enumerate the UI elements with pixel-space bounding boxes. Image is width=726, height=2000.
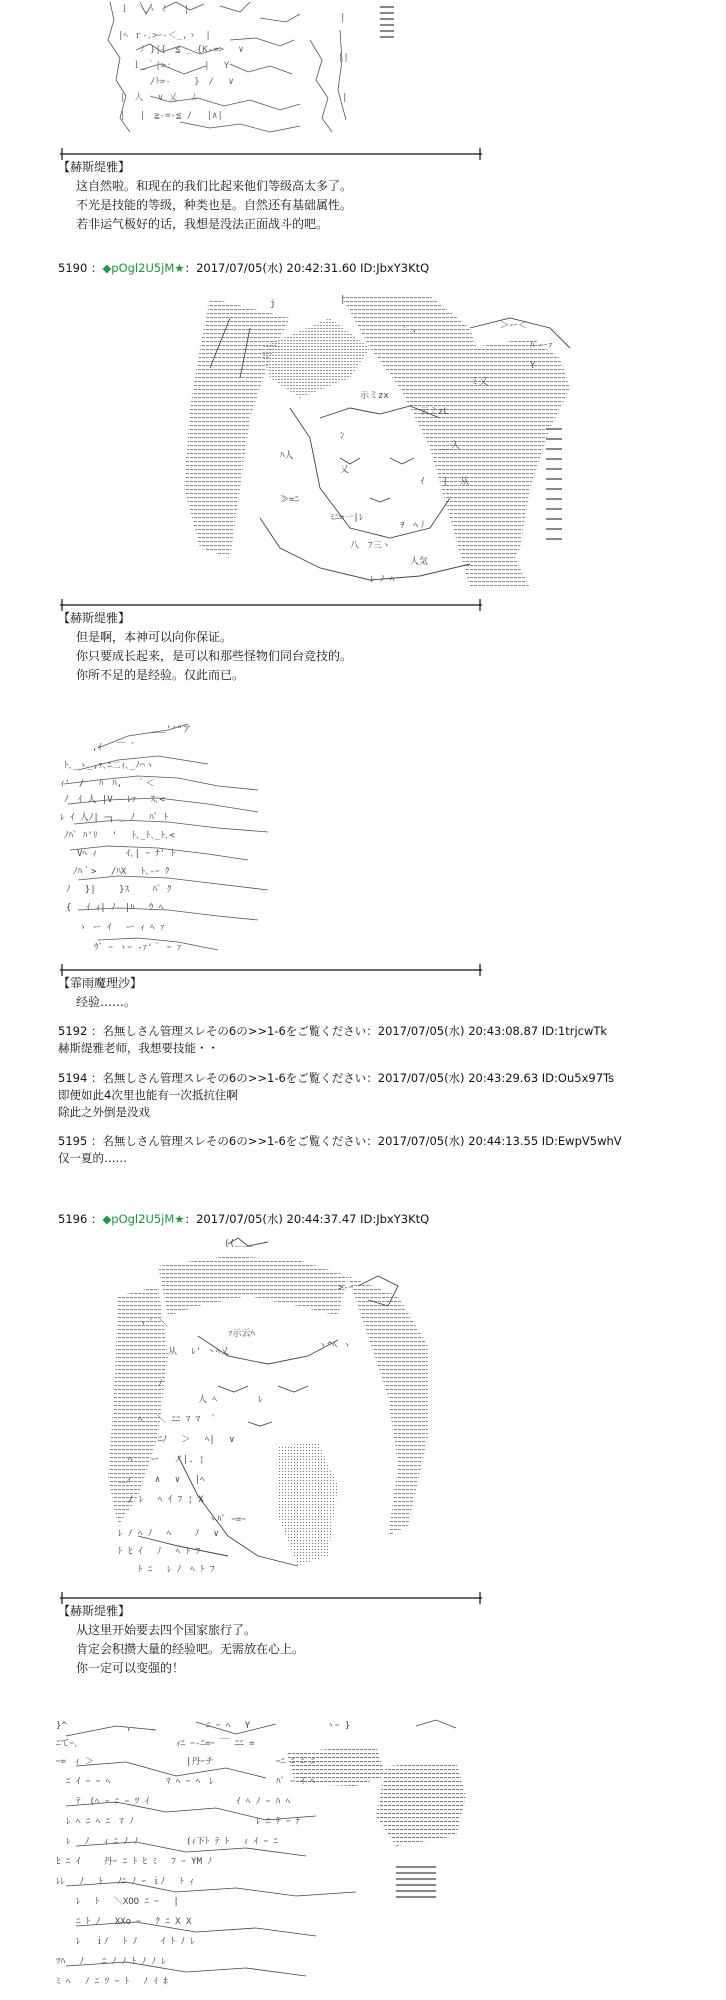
svg-text:ﾍ ＼ ﾆﾆ ﾏ ﾏ ﾟ: ﾍ ＼ ﾆﾆ ﾏ ﾏ ﾟ <box>138 1415 216 1425</box>
speaker-label: 【赫斯缇雅】 <box>58 160 131 174</box>
svg-text:|ﾍ ｒ-､>ｰ-＜_,ゝ |: |ﾍ ｒ-､>ｰ-＜_,ゝ | <box>118 31 211 41</box>
post-header: 5194 ：名無しさん管理スレその6の>>1-6をご覧ください：2017/07/05(水) 20:43:29.63 ID:Ou5x97Ts <box>58 1071 615 1085</box>
svg-text:ﾆ ｲ ｰ ｰ ﾍ: ﾆ ｲ ｰ ｰ ﾍ <box>66 1777 111 1787</box>
svg-text:ｨ' / ﾊ ﾊ, ｀＜: ｨ' / ﾊ ﾊ, ｀＜ <box>60 779 155 789</box>
dialogue-line: 但是啊，本神可以向你保证。 <box>76 630 233 644</box>
svg-text:>-ｰ: >-ｰ <box>338 1283 354 1293</box>
svg-text:,- ､: ,- ､ <box>126 1723 156 1733</box>
svg-text:ｌ_｀|>: | Y: ｌ_｀|>: | Y <box>132 61 230 71</box>
svg-text:ヽﾊﾞ ｰ=ｰ: ヽﾊﾞ ｰ=ｰ <box>208 1515 246 1525</box>
svg-text:ｰ= ｨ ＞: ｰ= ｨ ＞ <box>56 1757 94 1767</box>
svg-text:ﾚ ｉﾉ ﾄ ﾉ ｲ ﾄ ﾉ ﾚ: ﾚ ｉﾉ ﾄ ﾉ ｲ ﾄ ﾉ ﾚ <box>76 1937 195 1947</box>
svg-text:ｌ ＼ゝ ｲ |: ｌ ＼ゝ ｲ | <box>120 5 190 15</box>
svg-text:ｦ ﾍ丿: ｦ ﾍ丿 <box>400 521 428 531</box>
svg-text:ﾚﾚ ﾉ ﾄ ﾉﾆ ﾉ ｰ ｉﾉ ﾄ ｨ: ﾚﾚ ﾉ ﾄ ﾉﾆ ﾉ ｰ ｉﾉ ﾄ ｨ <box>56 1877 194 1887</box>
svg-text:}^: }^ <box>56 1721 67 1731</box>
svg-text:ミ乂: ミ乂 <box>470 377 489 387</box>
svg-text:/ ﾚ ﾍ ｲ ﾌ ¦ X: / ﾚ ﾍ ｲ ﾌ ¦ X <box>128 1495 204 1505</box>
svg-text:ヽ^ﾍ ヽ: ヽ^ﾍ ヽ <box>318 1341 352 1351</box>
svg-text:ﾉ }|{ ≦ _ {K-=> ∨: ﾉ }|{ ≦ _ {K-=> ∨ <box>140 45 244 55</box>
svg-text:ﾃ (ﾍ ｰ ﾆ ｰ ﾂ ｲ: ﾃ (ﾍ ｰ ﾆ ｰ ﾂ ｲ <box>76 1797 150 1807</box>
star-icon: ★ <box>174 261 185 275</box>
ascii-art-marisa <box>58 720 318 965</box>
svg-text:|: | <box>342 93 348 103</box>
svg-text:ヽ ﾟ ＼: ヽ ﾟ ＼ <box>138 1319 169 1329</box>
dialogue-hestia-2 <box>58 609 352 685</box>
dialogue-line: 你一定可以变强的！ <box>76 1661 185 1675</box>
svg-text:＞ー＜: ＞ー＜ <box>500 321 528 331</box>
svg-text:ﾚ ｲ 人ﾉ| ｰ┐ _ ﾉ ﾊﾟ ﾄ: ﾚ ｲ 人ﾉ| ｰ┐ _ ﾉ ﾊﾟ ﾄ <box>60 813 169 823</box>
dialogue-hestia-4 <box>58 1602 304 1678</box>
dialogue-line: 你所不足的是经验。仅此而已。 <box>76 668 245 682</box>
svg-text:ﾚ ﾍ ﾆ ﾍ ﾆ ﾏ ﾉ: ﾚ ﾍ ﾆ ﾍ ﾆ ﾏ ﾉ <box>66 1817 134 1827</box>
dialogue-line: 你只要成长起来，是可以和那些怪物们同台竞技的。 <box>76 649 353 663</box>
svg-text:ﾉﾊ｀> /ﾊX ﾄ､-ｰ ｸ: ﾉﾊ｀> /ﾊX ﾄ､-ｰ ｸ <box>64 867 170 877</box>
svg-text:ﾊﾞーｧ: ﾊﾞーｧ <box>530 341 553 351</box>
svg-text:ﾏ ﾍ ｰ ﾍ ﾚ: ﾏ ﾍ ｰ ﾍ ﾚ <box>166 1777 214 1787</box>
svg-text:| | ≧-=-≦ / |∧|: | | ≧-=-≦ / |∧| <box>120 111 223 121</box>
post-meta: ：2017/07/05(水) 20:42:31.60 ID:JbxY3KtQ <box>184 261 430 275</box>
post-5196 <box>58 1211 429 1228</box>
post-5192 <box>58 1023 607 1057</box>
dialogue-line: 这自然啦。和现在的我们比起来他们等级高太多了。 <box>76 179 353 193</box>
svg-text:人 ﾍ ﾚ: 人 ﾍ ﾚ <box>198 1395 263 1405</box>
svg-text:ﾐ ﾍ ﾉ ﾆ ﾂ ｰ ﾄ ﾉ ｲ ﾎ: ﾐ ﾍ ﾉ ﾆ ﾂ ｰ ﾄ ﾉ ｲ ﾎ <box>56 1977 168 1987</box>
speaker-label: 【赫斯缇雅】 <box>58 1604 131 1618</box>
svg-text:ｲ |: ｲ | <box>420 477 448 487</box>
post-sep: ： <box>87 1212 103 1226</box>
svg-text:ﾉﾊﾟ ﾊ'ﾘ ' ﾄ､_ﾄ､_ﾄ､<: ﾉﾊﾟ ﾊ'ﾘ ' ﾄ､_ﾄ､_ﾄ､< <box>64 831 175 841</box>
post-5190 <box>58 260 429 277</box>
svg-text:(ｨ下ﾄ ﾃ ﾄ ｨ ｲ ｰ ﾆ: (ｨ下ﾄ ﾃ ﾄ ｨ ｲ ｰ ﾆ <box>186 1837 278 1847</box>
svg-text:ｨﾆ ｰ-ﾆ=ｰ ￣ ﾆﾆ =: ｨﾆ ｰ-ﾆ=ｰ ￣ ﾆﾆ = <box>176 1739 255 1749</box>
svg-text:ﾋ ﾆ ｲ 丹ｰ ﾆ ﾄ ﾋ ﾐ ﾌ ｰ YM ﾉ: ﾋ ﾆ ｲ 丹ｰ ﾆ ﾄ ﾋ ﾐ ﾌ ｰ YM ﾉ <box>56 1857 212 1867</box>
post-number[interactable]: 5190 <box>58 261 88 275</box>
svg-text:从 ﾚ' ヽﾍ乂: 从 ﾚ' ヽﾍ乂 <box>168 1347 230 1357</box>
svg-text:Vﾍ ｨ ｲ､| ｰ ﾅ' ﾄ: Vﾍ ｨ ｲ､| ｰ ﾅ' ﾄ <box>68 849 176 859</box>
svg-text:__入: __入 <box>440 441 460 451</box>
svg-text:ﾚ ﾉ ﾍ: ﾚ ﾉ ﾍ <box>370 575 395 585</box>
svg-text:ﾆﾉ ＞ ﾍ| ∨: ﾆﾉ ＞ ﾍ| ∨ <box>158 1435 235 1445</box>
ascii-art-bottom <box>56 1716 476 2000</box>
svg-text:人気: 人気 <box>410 557 429 567</box>
svg-text:ゝ ー ｲ ー ｨ ﾍ ｧ: ゝ ー ｲ ー ｨ ﾍ ｧ <box>78 923 165 933</box>
post-body-line: 除此之外倒是没戏 <box>58 1105 150 1119</box>
svg-text:,ｲ ￣ ゛: ,ｲ ￣ ゛ <box>92 743 140 753</box>
ascii-art-hestia-2 <box>170 288 580 598</box>
svg-text:ﾚ ﾉ ｨ ﾆ ﾉ ﾉ: ﾚ ﾉ ｨ ﾆ ﾉ ﾉ <box>66 1837 139 1847</box>
post-header: 5195 ：名無しさん管理スレその6の>>1-6をご覧ください：2017/07/05(水) 20:44:13.55 ID:EwpV5whV <box>58 1134 622 1148</box>
svg-text:ﾄ､_ゝ_,ｧ､ﾆ二ｨ､_ﾉ⌒ヽ: ﾄ､_ゝ_,ｧ､ﾆ二ｨ､_ﾉ⌒ヽ <box>64 761 155 771</box>
svg-text:ﾐﾆ=一|ﾚ: ﾐﾆ=一|ﾚ <box>330 513 364 523</box>
svg-text:| 人 ∨ 乂 ﾑ: | 人 ∨ 乂 ﾑ <box>120 93 197 103</box>
dialogue-line: 若非运气极好的话，我想是没法正面战斗的吧。 <box>76 217 329 231</box>
dialogue-marisa <box>58 974 142 1012</box>
dialogue-line: 不光是技能的等级，种类也是。自然还有基础属性。 <box>76 198 353 212</box>
svg-text:ﾊ人: ﾊ人 <box>280 451 294 461</box>
svg-text:|: | <box>340 13 346 23</box>
svg-text:云ミzL: 云ミzL <box>420 407 449 417</box>
ascii-art-hestia-3 <box>98 1236 438 1590</box>
svg-text:Y: Y <box>530 361 536 371</box>
author-trip: ◆pOgl2U5jM <box>102 261 175 275</box>
post-body-line: 赫斯缇雅老师，我想要技能・・ <box>58 1041 219 1055</box>
post-sep: ： <box>87 261 103 275</box>
author-trip: ◆pOgl2U5jM <box>102 1212 175 1226</box>
svg-text:ﾆてｰ､: ﾆてｰ､ <box>56 1739 79 1749</box>
svg-text:ﾚ ﾄ ＼XOO ﾆ ｰ |: ﾚ ﾄ ＼XOO ﾆ ｰ | <box>76 1897 179 1907</box>
dialogue-hestia-1 <box>58 158 352 234</box>
ascii-art-hestia-top <box>80 0 410 148</box>
svg-text:ﾉ }| }ｽ ﾊﾟ ｸ: ﾉ }| }ｽ ﾊﾟ ｸ <box>66 885 172 895</box>
svg-text:ﾉ ｲ 人 |V ﾚｧ ｽ､<: ﾉ ｲ 人 |V ﾚｧ ｽ､< <box>64 795 165 805</box>
svg-text:((＿＿: ((＿＿ <box>224 1239 253 1249</box>
svg-text:ｳﾞ ｰ ゝｰ -ｧ'｀ ｰ ｧ: ｳﾞ ｰ ゝｰ -ｧ'｀ ｰ ｧ <box>94 943 182 953</box>
post-body-line: 仅一夏的…… <box>58 1151 127 1165</box>
svg-text:||: || <box>338 53 349 63</box>
svg-text:ﾄ ﾋ ｲ ﾉ ﾍ ﾄ ﾌ: ﾄ ﾋ ｲ ﾉ ﾍ ﾄ ﾌ <box>118 1547 201 1557</box>
speaker-label: 【赫斯缇雅】 <box>58 611 131 625</box>
svg-text:ﾂﾊ ﾉ ﾆ ﾉ ﾉ ﾄ ﾉ ﾉ ﾚ: ﾂﾊ ﾉ ﾆ ﾉ ﾉ ﾄ ﾉ ﾉ ﾚ <box>56 1957 166 1967</box>
svg-text:ﾍ ー ノ|. ¦: ﾍ ー ノ|. ¦ <box>128 1455 205 1465</box>
svg-text:ﾄ ﾆ ﾚ ﾉ ﾍ ﾄ ﾌ: ﾄ ﾆ ﾚ ﾉ ﾍ ﾄ ﾌ <box>138 1565 215 1575</box>
svg-text:|: | <box>340 295 346 305</box>
speaker-label: 【霏雨魔理沙】 <box>58 976 143 990</box>
svg-text:示ミzx: 示ミzx <box>360 391 389 401</box>
svg-text:|丹ｰチ: |丹ｰチ <box>186 1757 214 1767</box>
svg-text:ﾚ ﾉ ﾍ ﾉ ﾍ ﾉ ∨: ﾚ ﾉ ﾍ ﾉ ﾍ ﾉ ∨ <box>118 1529 219 1539</box>
post-body-line: 即便如此4次里也能有一次抵抗住啊 <box>58 1088 238 1102</box>
post-5194 <box>58 1070 614 1121</box>
svg-text:ﾊﾟ ｰ ｲ ﾍ: ﾊﾟ ｰ ｲ ﾍ <box>276 1777 315 1787</box>
svg-text:＿＿''"ア: ＿＿''"ア <box>148 725 192 735</box>
star-icon: ★ <box>174 1212 185 1226</box>
svg-text:{ ｲ ｨ| ﾉ |ﾊ ｳ ﾍ: { ｲ ｨ| ﾉ |ﾊ ｳ ﾍ <box>66 903 164 913</box>
svg-text:ｰﾆ ﾆ ﾆ ﾆ: ｰﾆ ﾆ ﾆ ﾆ <box>276 1757 315 1767</box>
svg-text:ﾆ ｰ ﾍ Y: ﾆ ｰ ﾍ Y <box>206 1721 251 1731</box>
svg-text:＿ｨ ∧ ∨ |ﾍ: ＿ｨ ∧ ∨ |ﾍ <box>118 1475 205 1485</box>
dialogue-line: 从这里开始要去四个国家旅行了。 <box>76 1623 257 1637</box>
svg-text:j: j <box>270 299 276 309</box>
dialogue-line: 肯定会积攒大量的经验吧。无需放在心上。 <box>76 1642 305 1656</box>
post-header <box>58 260 429 277</box>
dialogue-line: 经验……。 <box>76 995 137 1009</box>
svg-text:≫=ﾆ: ≫=ﾆ <box>280 495 299 505</box>
post-5195 <box>58 1133 622 1167</box>
svg-text:｀ゝ: ｀ゝ <box>400 327 419 337</box>
svg-text:ｧ示云ﾍ: ｧ示云ﾍ <box>228 1329 256 1339</box>
post-number[interactable]: 5196 <box>58 1212 88 1226</box>
svg-text:从: 从 <box>460 477 470 487</box>
svg-text:ﾚ ﾆ ﾃ ｰ ﾅ: ﾚ ﾆ ﾃ ｰ ﾅ <box>256 1817 301 1827</box>
svg-text:ｲ ﾍ ﾉ ｰ ﾊ ﾍ: ｲ ﾍ ﾉ ｰ ﾊ ﾍ <box>236 1797 291 1807</box>
post-header <box>58 1211 429 1228</box>
post-header: 5192 ：名無しさん管理スレその6の>>1-6をご覧ください：2017/07/05(水) 20:43:08.87 ID:1trjcwTk <box>58 1024 608 1038</box>
svg-text:ﾝ: ﾝ <box>340 431 345 441</box>
svg-text:ﾆ ﾄ ﾉ XXo ｰ ｸ ﾆ X X: ﾆ ﾄ ﾉ XXo ｰ ｸ ﾆ X X <box>76 1917 192 1927</box>
svg-text:ヽｰ }: ヽｰ } <box>326 1721 351 1731</box>
post-meta: ：2017/07/05(水) 20:44:37.47 ID:JbxY3KtQ <box>184 1212 430 1226</box>
svg-text:/ﾄ=- } / ∨: /ﾄ=- } / ∨ <box>150 77 234 87</box>
svg-text:八 ﾌ三ヽ: 八 ﾌ三ヽ <box>350 541 391 551</box>
svg-text:ﾉ: ﾉ <box>158 1379 163 1389</box>
svg-text:乂: 乂 <box>340 465 350 475</box>
